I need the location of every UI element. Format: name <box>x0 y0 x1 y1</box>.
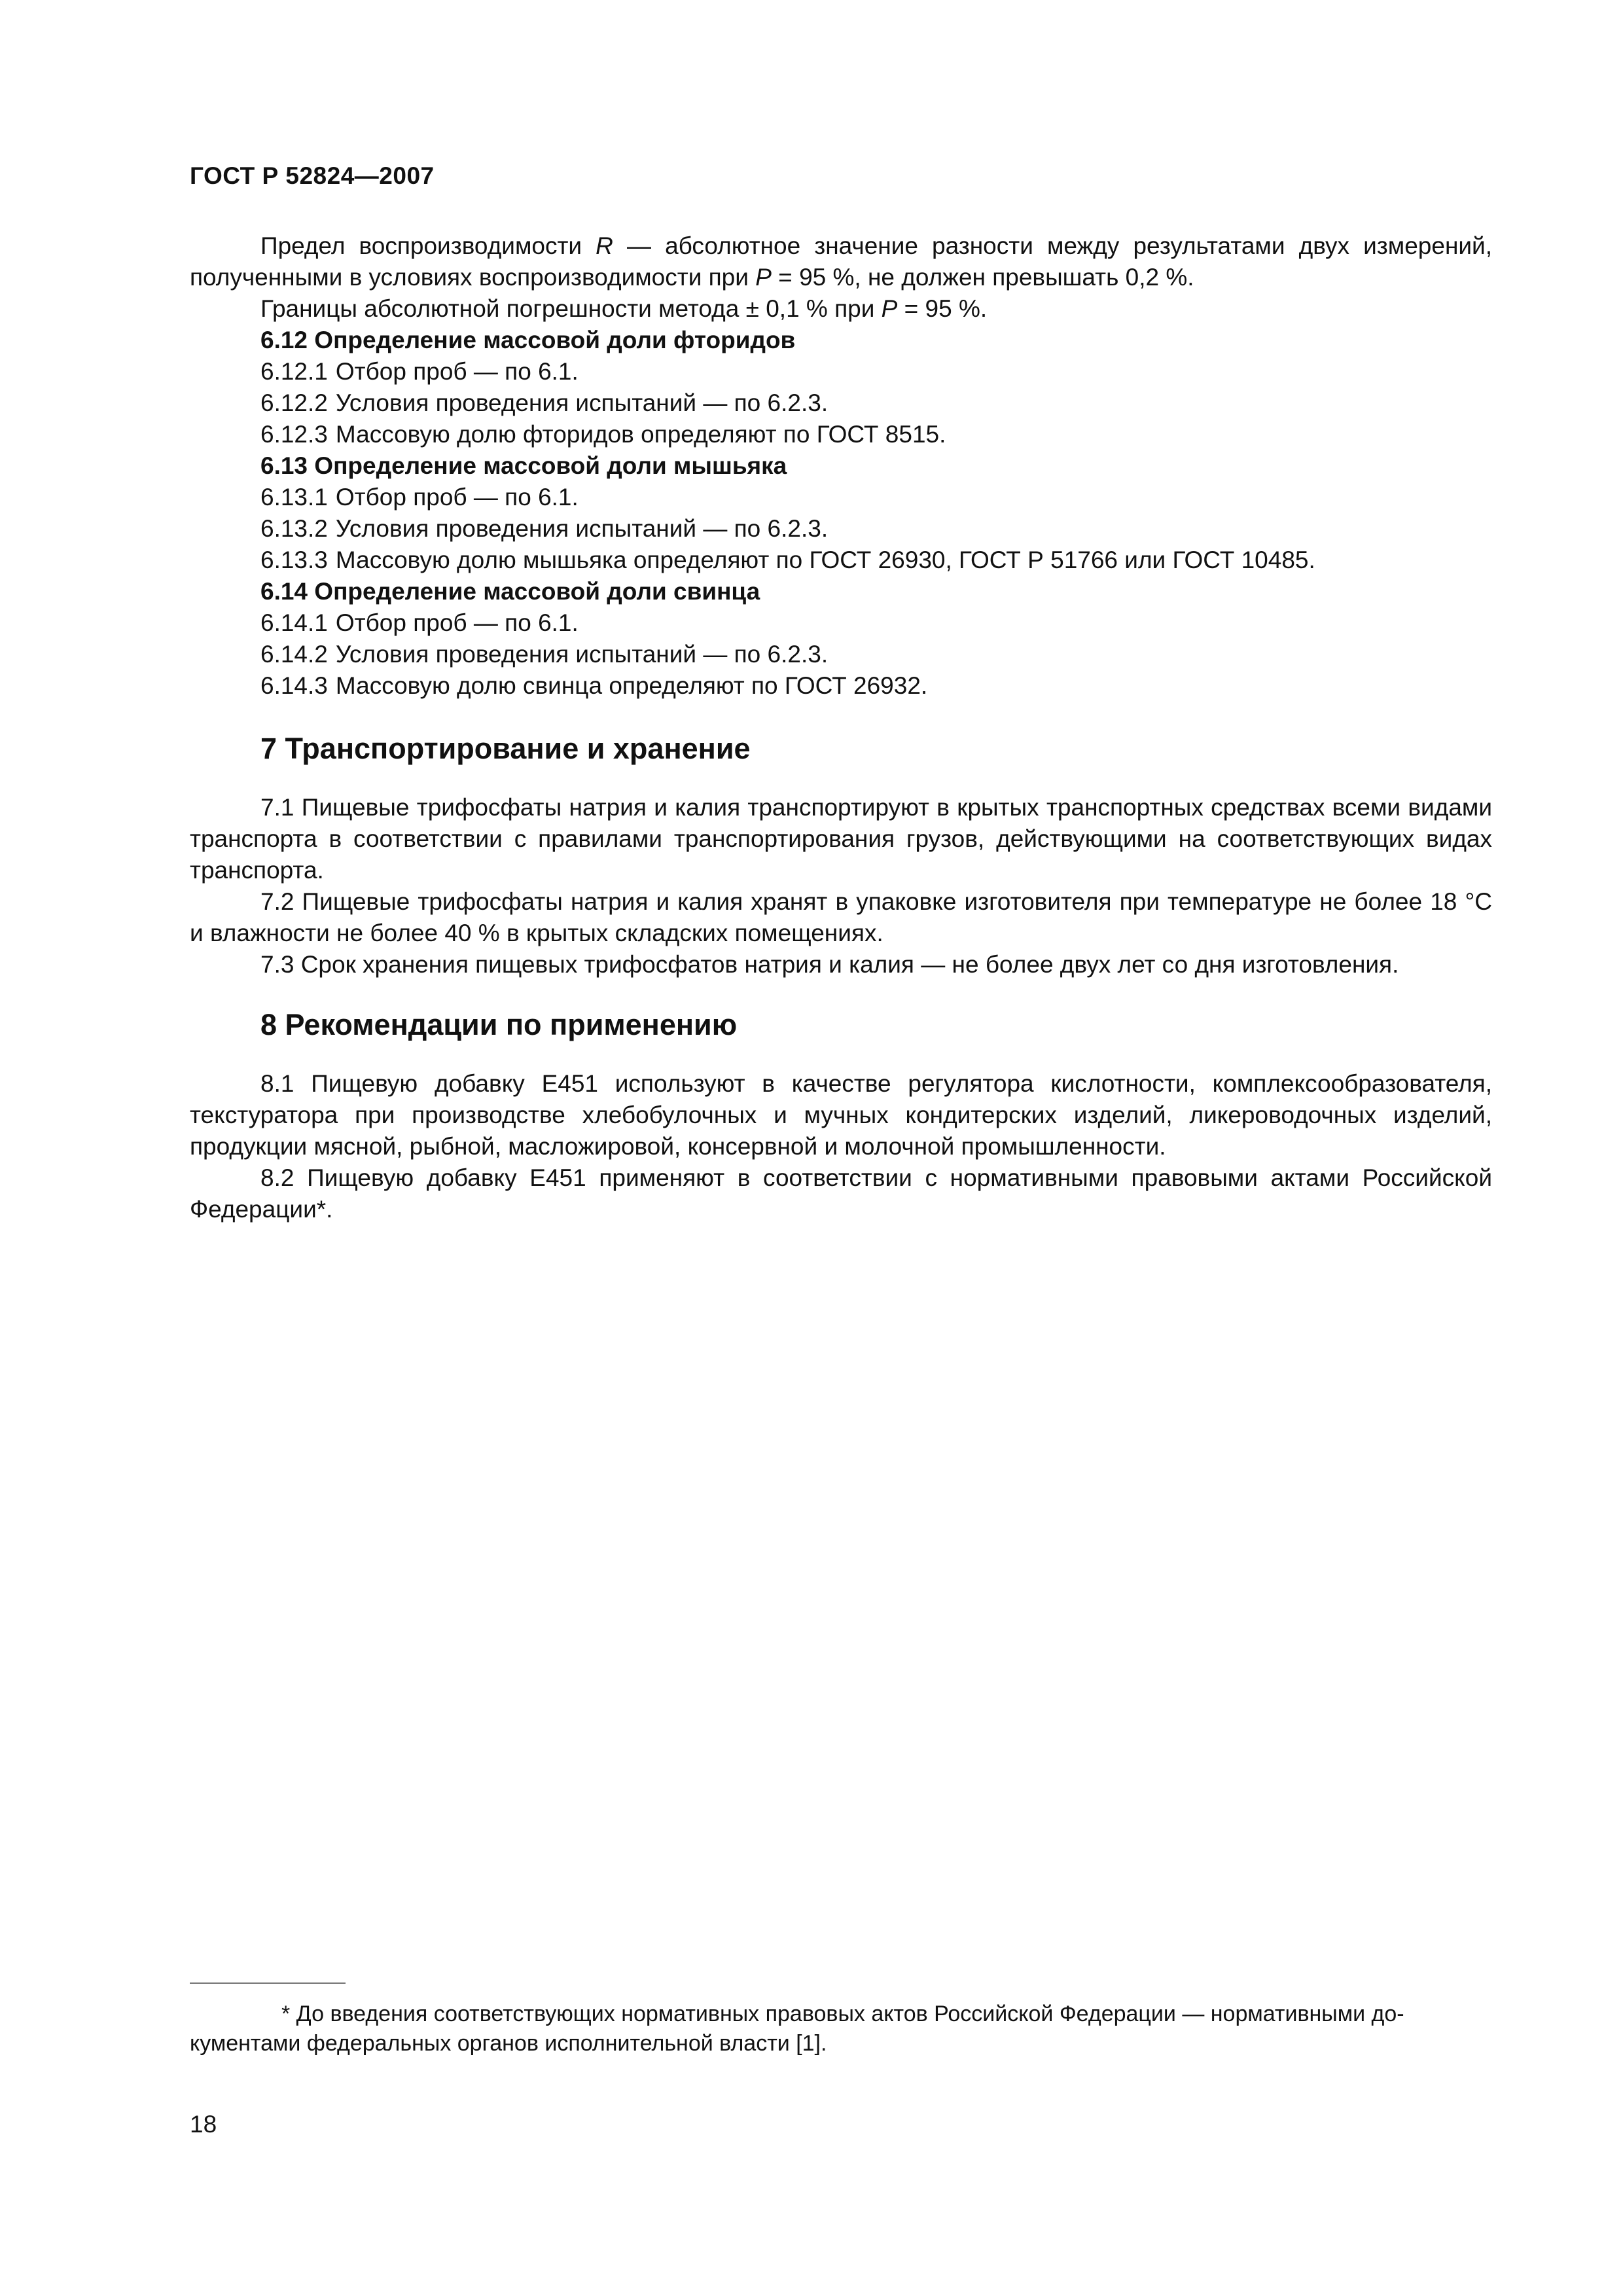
footnote-line-1: * До введения соответствующих нормативных правовых актов Российской Федерации — нормативными до- <box>281 2001 1404 2026</box>
footnote-separator <box>190 1982 346 1984</box>
clause-number: 6.14.2 <box>260 641 328 668</box>
clause-number: 6.12.2 <box>260 389 328 416</box>
clause-number: 6.13.1 <box>260 484 328 511</box>
clause-6-12-1 <box>190 356 1492 387</box>
clause-7-2: 7.2 Пищевые трифосфаты натрия и калия хранят в упаковке изготовителя при температуре не более 18 °С и влажности не более 40 % в крытых складских помещениях. <box>190 888 1492 946</box>
bounds-text: Границы абсолютной погрешности метода ± 0,1 % при <box>260 295 882 322</box>
clause-text: Условия проведения испытаний — по 6.2.3. <box>335 515 829 542</box>
clause-text: Отбор проб — по 6.1. <box>335 484 579 511</box>
clause-8-2: 8.2 Пищевую добавку Е451 применяют в соответствии с нормативными правовыми актами Российской Федерации*. <box>190 1164 1492 1223</box>
section-title-8: 8 Рекомендации по применению <box>260 1008 738 1041</box>
symbol-p: P <box>881 295 898 322</box>
clause-6-13-3 <box>190 545 1492 576</box>
document-header: ГОСТ Р 52824—2007 <box>190 162 435 189</box>
reproducibility-text-3: = 95 %, не должен превышать 0,2 %. <box>771 264 1194 291</box>
clause-number: 6.14.1 <box>260 609 328 636</box>
clause-number: 6.13.3 <box>260 547 328 573</box>
clause-6-14-1 <box>190 607 1492 639</box>
subsection-title-6-12: 6.12 Определение массовой доли фторидов <box>260 327 796 353</box>
clause-6-12-3 <box>190 419 1492 450</box>
clause-number: 6.14.3 <box>260 672 328 699</box>
clause-number: 6.13.2 <box>260 515 328 542</box>
clause-text: Отбор проб — по 6.1. <box>335 609 579 636</box>
clause-7-1: 7.1 Пищевые трифосфаты натрия и калия транспортируют в крытых транспортных средствах всеми видами транспорта в соответствии с правилами транспортирования грузов, действующими на соответствующих видах транспорта. <box>190 794 1492 884</box>
clause-number: 6.12.3 <box>260 421 328 448</box>
clause-text: Отбор проб — по 6.1. <box>335 358 579 385</box>
page-body <box>190 230 1492 1225</box>
error-bounds-paragraph <box>190 293 1492 325</box>
clause-7-3: 7.3 Срок хранения пищевых трифосфатов натрия и калия — не более двух лет со дня изготовления. <box>260 951 1399 978</box>
symbol-r: R <box>596 232 613 259</box>
subsection-title-6-13: 6.13 Определение массовой доли мышьяка <box>260 452 787 479</box>
clause-text: Массовую долю свинца определяют по ГОСТ 26932. <box>335 672 928 699</box>
footnote-line-2: кументами федеральных органов исполнительной власти [1]. <box>190 2031 827 2056</box>
symbol-p: P <box>755 264 772 291</box>
subsection-title-6-14: 6.14 Определение массовой доли свинца <box>260 578 760 605</box>
reproducibility-text: Предел воспроизводимости <box>260 232 596 259</box>
clause-6-14-3 <box>190 670 1492 702</box>
clause-number: 6.12.1 <box>260 358 328 385</box>
clause-6-14-2 <box>190 639 1492 670</box>
clause-text: Условия проведения испытаний — по 6.2.3. <box>335 389 829 416</box>
section-title-7: 7 Транспортирование и хранение <box>260 732 751 765</box>
clause-text: Условия проведения испытаний — по 6.2.3. <box>335 641 829 668</box>
reproducibility-text-2: — абсолютное значение разности между результатами двух измерений, полученными в условиях воспроизводимости при <box>190 232 1492 291</box>
page-number: 18 <box>190 2111 217 2138</box>
clause-text: Массовую долю мышьяка определяют по ГОСТ 26930, ГОСТ Р 51766 или ГОСТ 10485. <box>335 547 1315 573</box>
footnote <box>190 2000 1492 2058</box>
clause-6-12-2 <box>190 387 1492 419</box>
clause-8-1: 8.1 Пищевую добавку Е451 используют в качестве регулятора кислотности, комплексообразователя, текстуратора при производстве хлебобулочных и мучных кондитерских изделий, ликероводочных изделий, продукции мясной, рыбной, масложировой, консервной и молочной промышленности. <box>190 1070 1492 1160</box>
clause-6-13-1 <box>190 482 1492 513</box>
bounds-text-2: = 95 %. <box>897 295 988 322</box>
clause-text: Массовую долю фторидов определяют по ГОСТ 8515. <box>335 421 946 448</box>
reproducibility-paragraph <box>190 230 1492 293</box>
clause-6-13-2 <box>190 513 1492 545</box>
